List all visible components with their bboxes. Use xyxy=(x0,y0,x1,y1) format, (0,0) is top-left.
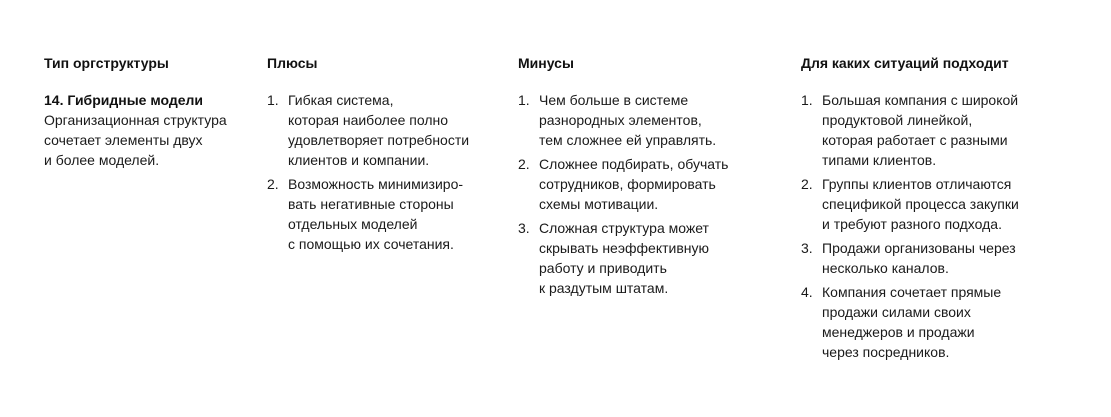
list-item-line: несколько каналов. xyxy=(822,260,949,276)
list-item-line: которая наиболее полно xyxy=(288,112,449,128)
minus-list-item xyxy=(518,218,758,298)
list-item-number: 2. xyxy=(801,176,813,192)
situations-list-item xyxy=(801,282,1061,362)
list-item-number: 4. xyxy=(801,284,813,300)
plus-list xyxy=(267,90,502,254)
situations-list-item xyxy=(801,174,1061,234)
model-description-line: и более моделей. xyxy=(44,152,160,168)
list-item-line: которая работает с разными xyxy=(822,132,1008,148)
list-item-line: Сложная структура может xyxy=(539,220,709,236)
list-item-line: Гибкая система, xyxy=(288,92,394,108)
list-item-line: через посредников. xyxy=(822,344,950,360)
minus-list-item xyxy=(518,90,758,150)
list-item-number: 2. xyxy=(267,176,279,192)
list-item-line: Группы клиентов отличаются xyxy=(822,176,1012,192)
list-item-line: сотрудников, формировать xyxy=(539,176,716,192)
situations-list-item xyxy=(801,90,1061,170)
list-item-line: клиентов и компании. xyxy=(288,152,430,168)
list-item-line: скрывать неэффективную xyxy=(539,240,709,256)
model-title: 14. Гибридные модели xyxy=(44,92,204,108)
minus-column xyxy=(518,54,758,302)
list-item-number: 3. xyxy=(801,240,813,256)
list-item-line: разнородных элементов, xyxy=(539,112,702,128)
plus-list-item xyxy=(267,174,502,254)
plus-column-header: Плюсы xyxy=(267,55,318,71)
situations-column xyxy=(801,54,1061,366)
list-item-line: Сложнее подбирать, обучать xyxy=(539,156,729,172)
minus-list xyxy=(518,90,758,298)
list-item-number: 1. xyxy=(267,92,279,108)
model-description xyxy=(44,110,254,170)
list-item-line: отдельных моделей xyxy=(288,216,418,232)
list-item-number: 3. xyxy=(518,220,530,236)
list-item-line: Компания сочетает прямые xyxy=(822,284,1002,300)
list-item-line: спецификой процесса закупки xyxy=(822,196,1019,212)
list-item-line: Чем больше в системе xyxy=(539,92,689,108)
list-item-line: продажи силами своих xyxy=(822,304,971,320)
model-description-line: Организационная структура xyxy=(44,112,227,128)
list-item-number: 1. xyxy=(518,92,530,108)
list-item-line: работу и приводить xyxy=(539,260,667,276)
situations-list xyxy=(801,90,1061,362)
minus-column-header: Минусы xyxy=(518,55,574,71)
list-item-line: Продажи организованы через xyxy=(822,240,1016,256)
list-item-line: с помощью их сочетания. xyxy=(288,236,454,252)
list-item-line: удовлетворяет потребности xyxy=(288,132,470,148)
minus-list-item xyxy=(518,154,758,214)
list-item-number: 2. xyxy=(518,156,530,172)
list-item-number: 1. xyxy=(801,92,813,108)
list-item-line: типами клиентов. xyxy=(822,152,937,168)
list-item-line: Большая компания с широкой xyxy=(822,92,1019,108)
type-column xyxy=(44,54,254,170)
list-item-line: тем сложнее ей управлять. xyxy=(539,132,717,148)
situations-column-header: Для каких ситуаций подходит xyxy=(801,55,1009,71)
list-item-line: Возможность минимизиро- xyxy=(288,176,464,192)
list-item-line: менеджеров и продажи xyxy=(822,324,975,340)
model-description-line: сочетает элементы двух xyxy=(44,132,203,148)
list-item-line: продуктовой линейкой, xyxy=(822,112,973,128)
list-item-line: к раздутым штатам. xyxy=(539,280,669,296)
type-column-header: Тип оргструктуры xyxy=(44,55,169,71)
list-item-line: и требуют разного подхода. xyxy=(822,216,1002,232)
situations-list-item xyxy=(801,238,1061,278)
list-item-line: вать негативные стороны xyxy=(288,196,454,212)
plus-list-item xyxy=(267,90,502,170)
plus-column xyxy=(267,54,502,258)
list-item-line: схемы мотивации. xyxy=(539,196,659,212)
